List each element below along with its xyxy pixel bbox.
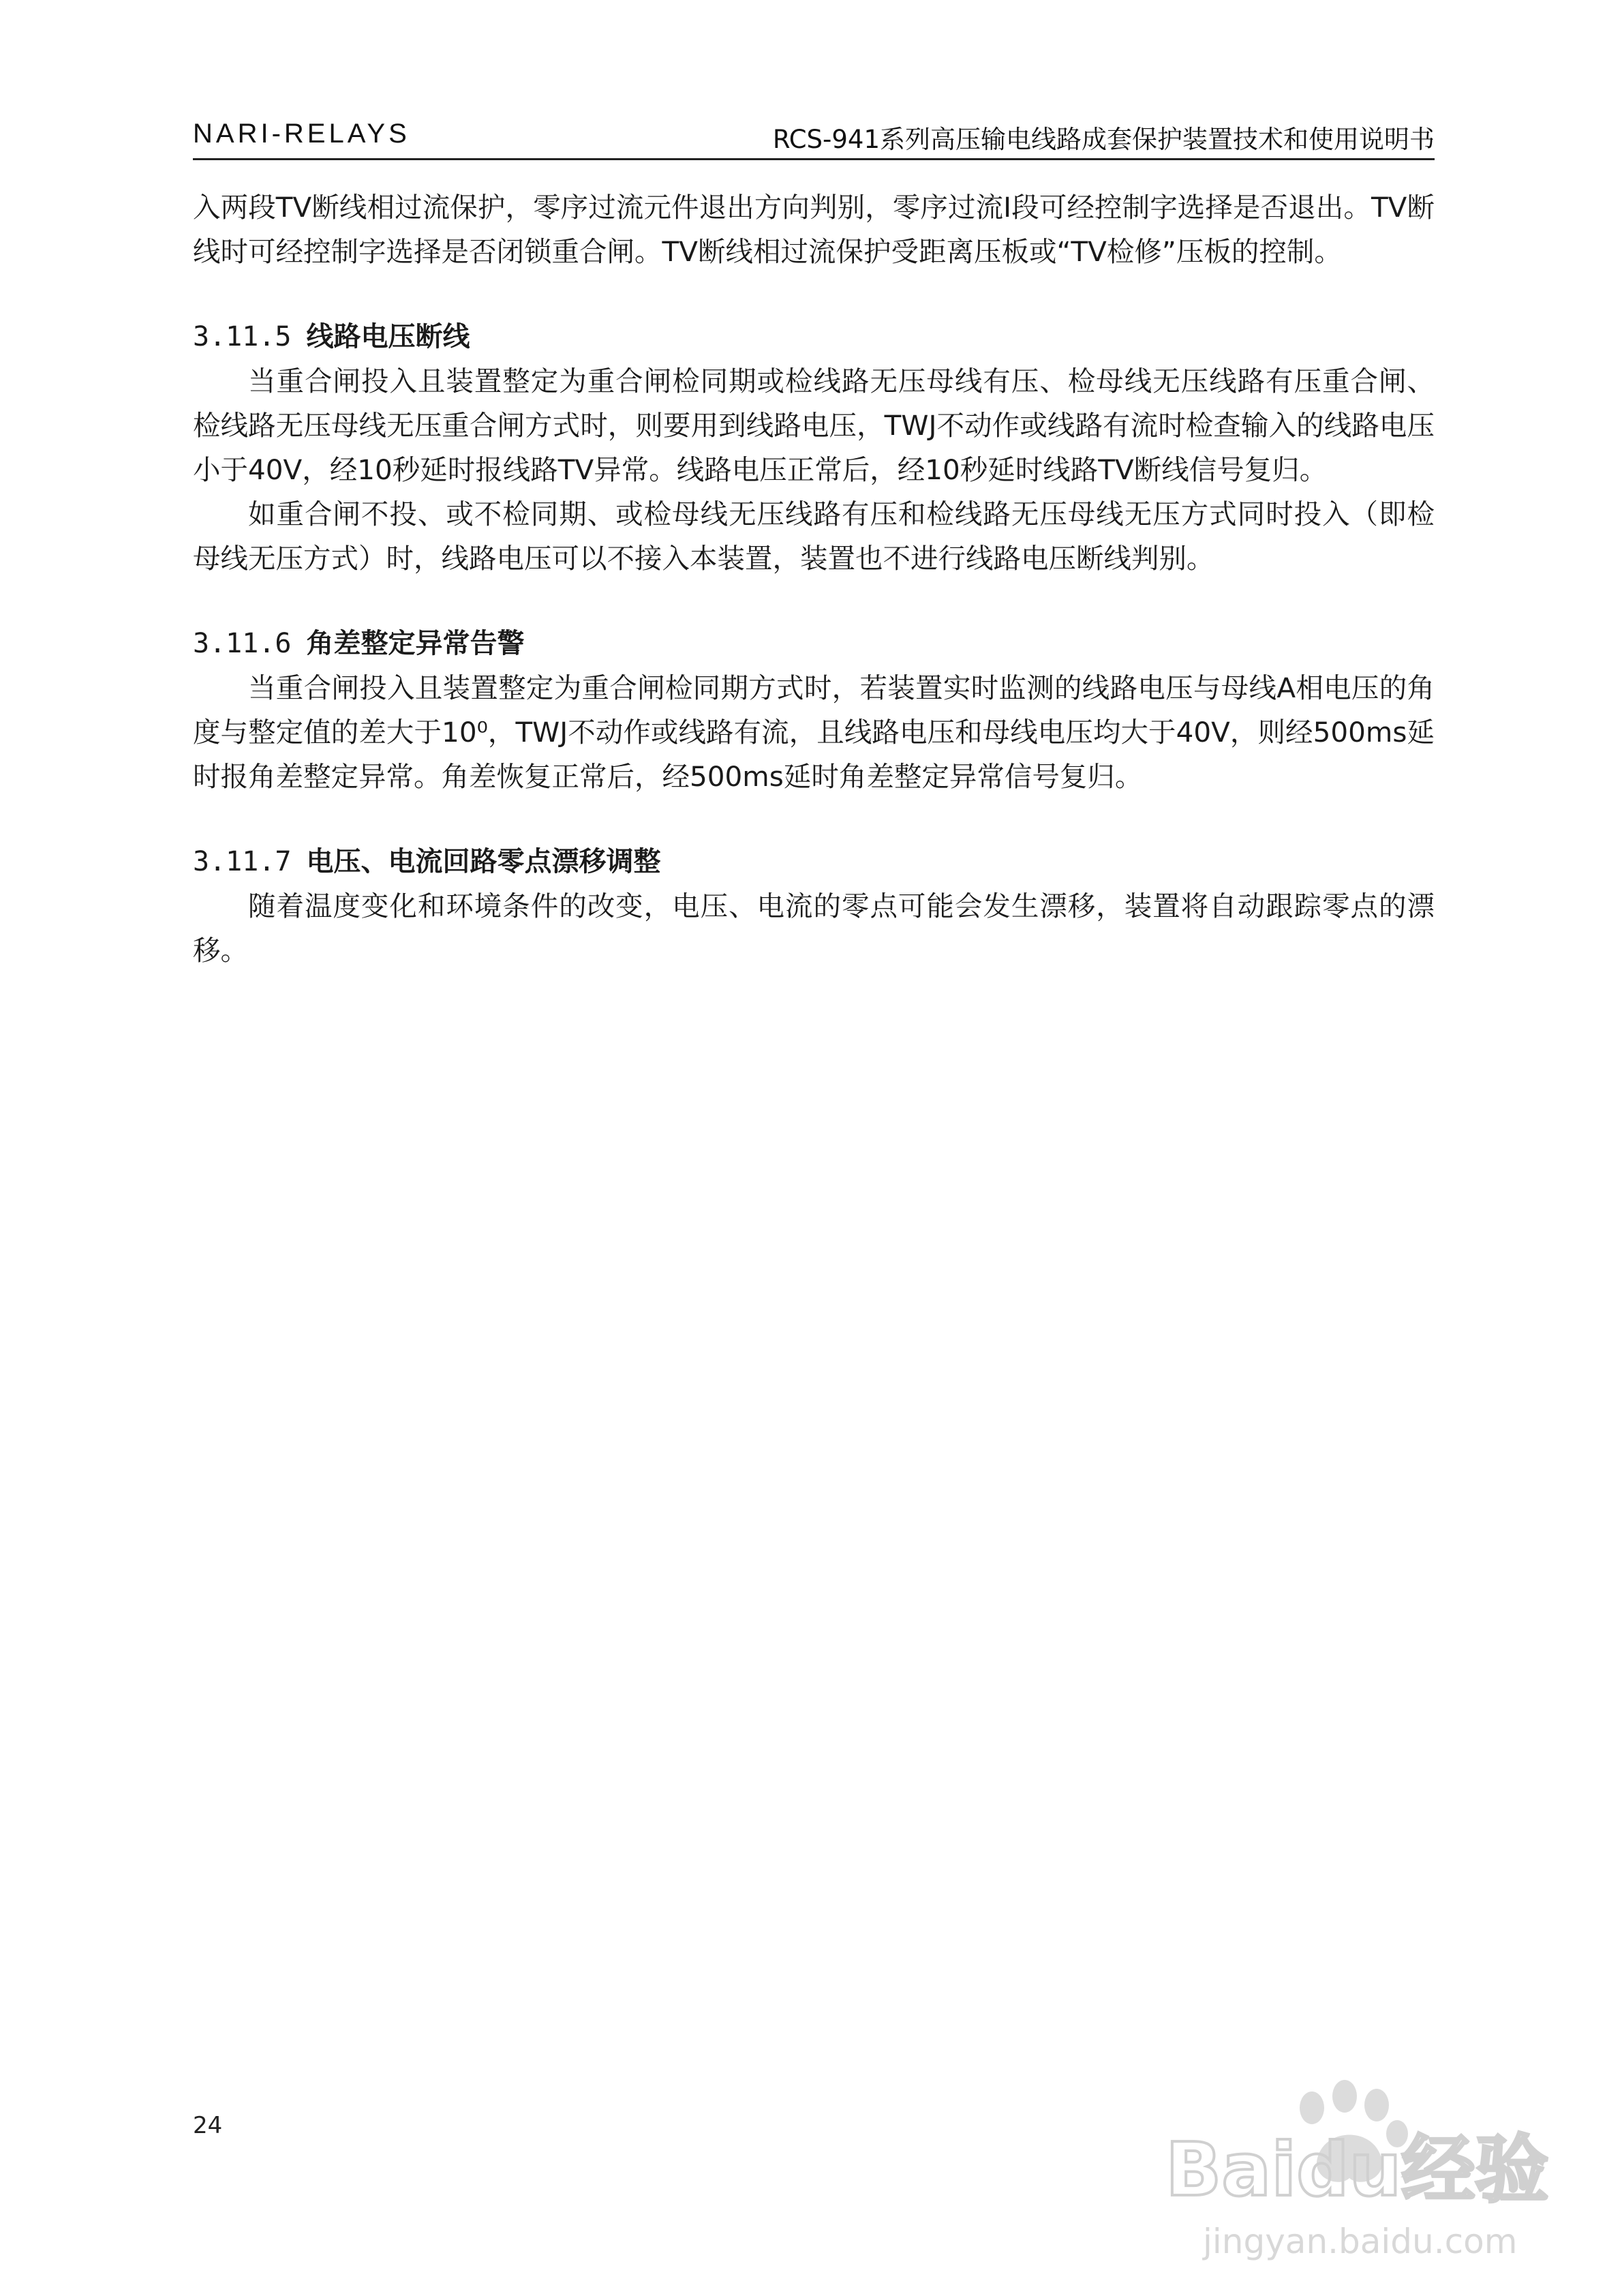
- header-company: NARI-RELAYS: [193, 119, 410, 149]
- baidu-jingyan-watermark: [1152, 2066, 1561, 2263]
- watermark-brand: Baidu经验: [1165, 2128, 1549, 2213]
- page-number: 24: [193, 2112, 223, 2139]
- section-heading: [193, 622, 1435, 666]
- section-title: 电压、电流回路零点漂移调整: [306, 846, 661, 877]
- page-header: [193, 115, 1435, 160]
- section-3-11-7: [193, 840, 1435, 973]
- section-3-11-6: [193, 622, 1435, 799]
- paragraph: 如重合闸不投、或不检同期、或检母线无压线路有压和检线路无压母线无压方式同时投入（即检母线无压方式）时，线路电压可以不接入本装置，装置也不进行线路电压断线判别。: [193, 498, 1435, 575]
- paragraph: 当重合闸投入且装置整定为重合闸检同期方式时，若装置实时监测的线路电压与母线A相电压的角度与整定值的差大于10⁰，TWJ不动作或线路有流，且线路电压和母线电压均大于40V，则经500ms延时报角差整定异常。角差恢复正常后，经500ms延时角差整定异常信号复归。: [193, 671, 1435, 793]
- intro-paragraph: 入两段TV断线相过流保护，零序过流元件退出方向判别，零序过流Ⅰ段可经控制字选择是否退出。TV断线时可经控制字选择是否闭锁重合闸。TV断线相过流保护受距离压板或“TV检修”压板的控制。: [193, 191, 1435, 268]
- section-heading: [193, 315, 1435, 359]
- section-number: 3.11.5: [193, 321, 292, 352]
- page-body: [193, 185, 1435, 973]
- section-title: 角差整定异常告警: [306, 628, 525, 659]
- header-document-title: RCS-941系列高压输电线路成套保护装置技术和使用说明书: [772, 125, 1435, 154]
- section-heading: [193, 840, 1435, 884]
- watermark-url: jingyan.baidu.com: [1203, 2222, 1518, 2261]
- section-number: 3.11.6: [193, 628, 292, 659]
- section-3-11-5: [193, 315, 1435, 581]
- paragraph: 随着温度变化和环境条件的改变，电压、电流的零点可能会发生漂移，装置将自动跟踪零点的漂移。: [193, 890, 1435, 967]
- paragraph: 当重合闸投入且装置整定为重合闸检同期或检线路无压母线有压、检母线无压线路有压重合闸、检线路无压母线无压重合闸方式时，则要用到线路电压，TWJ不动作或线路有流时检查输入的线路电压小于40V，经10秒延时报线路TV异常。线路电压正常后，经10秒延时线路TV断线信号复归。: [193, 365, 1435, 486]
- section-title: 线路电压断线: [306, 321, 470, 352]
- section-number: 3.11.7: [193, 846, 292, 877]
